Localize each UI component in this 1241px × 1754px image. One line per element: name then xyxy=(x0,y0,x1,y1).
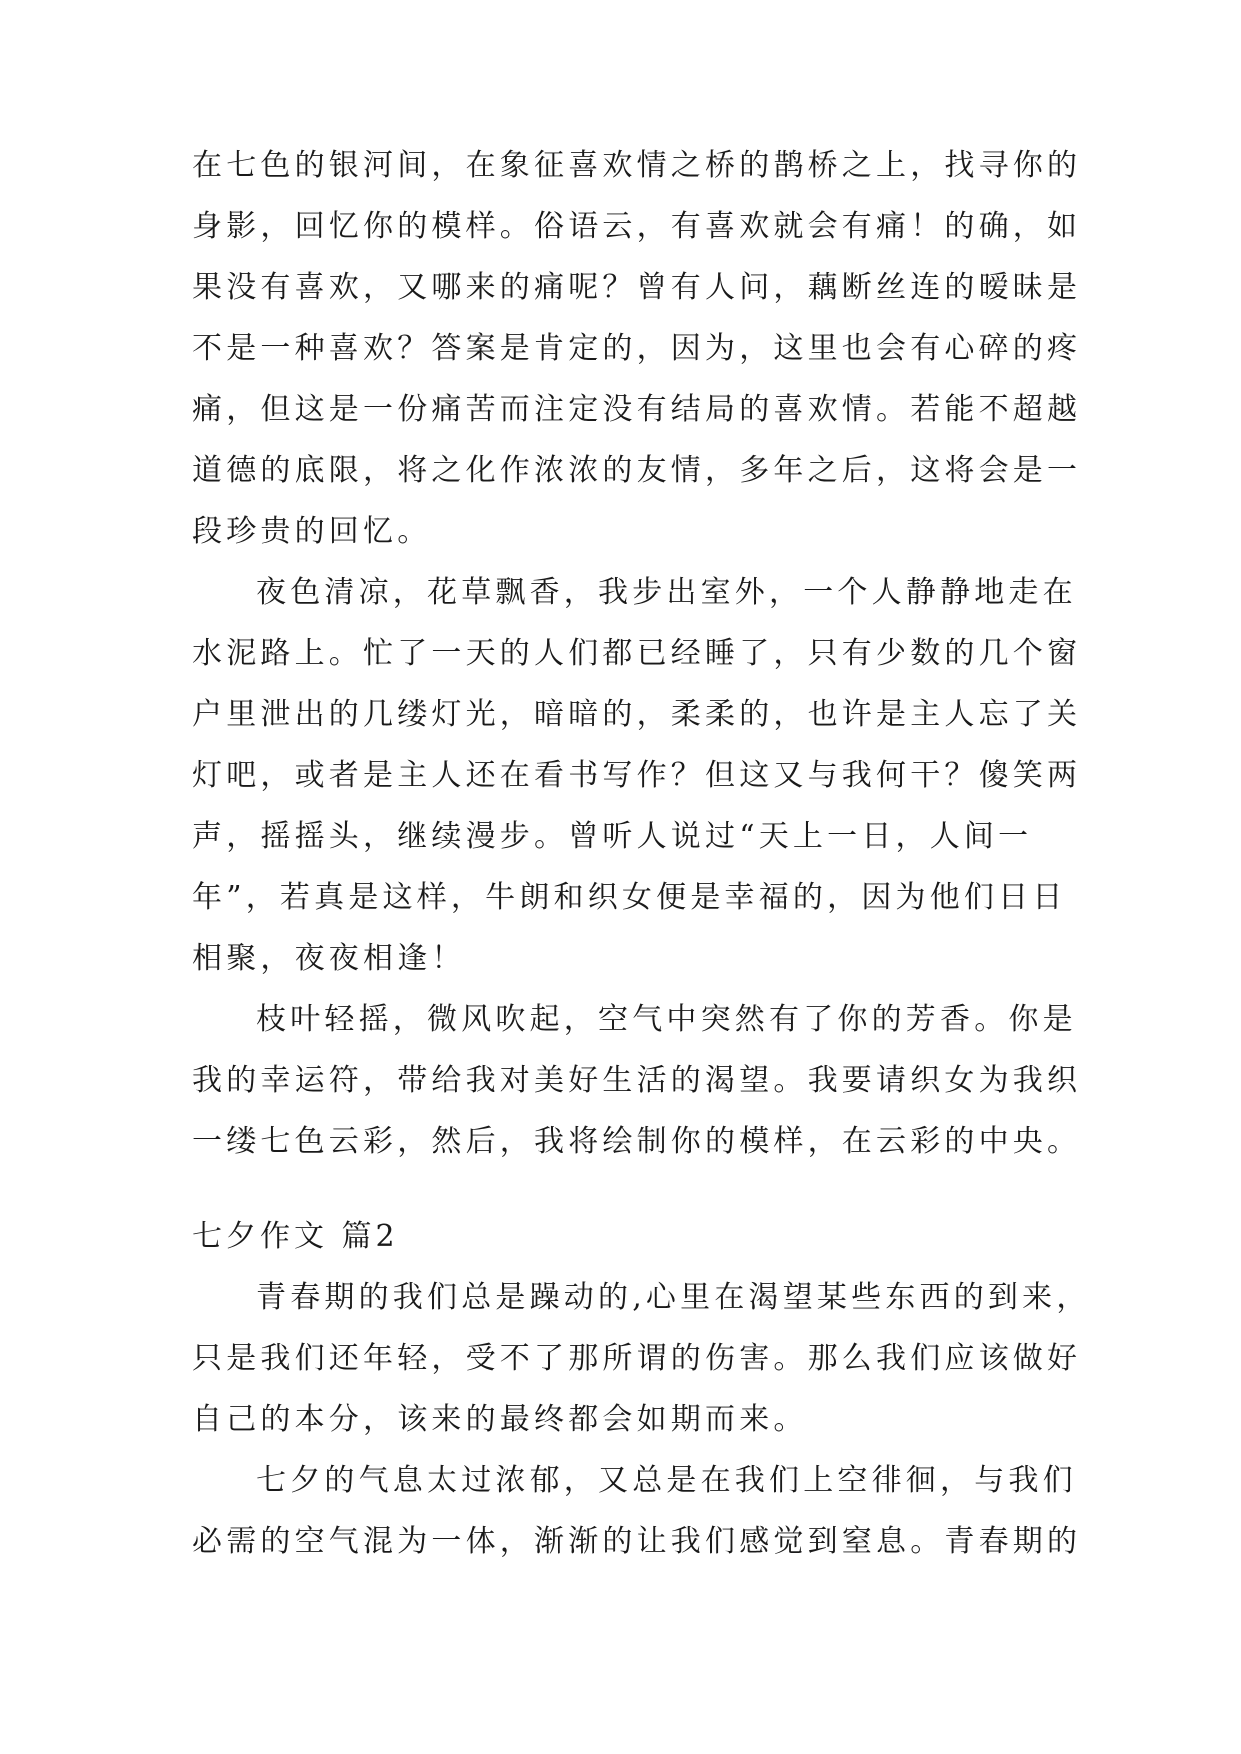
text-line: 我的幸运符，带给我对美好生活的渴望。我要请织女为我织 xyxy=(192,1063,1082,1098)
text-line: 身影，回忆你的模样。俗语云，有喜欢就会有痛！的确，如 xyxy=(192,209,1082,244)
text-line: 只是我们还年轻，受不了那所谓的伤害。那么我们应该做好 xyxy=(192,1341,1082,1376)
text-line: 痛，但这是一份痛苦而注定没有结局的喜欢情。若能不超越 xyxy=(192,392,1082,427)
paragraph-1 xyxy=(192,135,1082,562)
text-line: 在七色的银河间，在象征喜欢情之桥的鹊桥之上，找寻你的 xyxy=(192,148,1082,183)
text-line: 年”，若真是这样，牛朗和织女便是幸福的，因为他们日日 xyxy=(192,880,1067,915)
text-line: 夜色清凉，花草飘香，我步出室外，一个人静静地走在 xyxy=(256,575,1077,610)
paragraph-3 xyxy=(192,989,1082,1172)
paragraph-2 xyxy=(192,562,1082,989)
text-line: 段珍贵的回忆。 xyxy=(192,514,432,549)
text-line: 自己的本分，该来的最终都会如期而来。 xyxy=(192,1402,808,1437)
section-2 xyxy=(192,1206,1072,1267)
text-line: 枝叶轻摇，微风吹起，空气中突然有了你的芳香。你是 xyxy=(256,1002,1077,1037)
text-line: 道德的底限，将之化作浓浓的友情，多年之后，这将会是一 xyxy=(192,453,1082,488)
text-line: 必需的空气混为一体，渐渐的让我们感觉到窒息。青春期的 xyxy=(192,1524,1082,1559)
text-line: 灯吧，或者是主人还在看书写作？但这又与我何干？傻笑两 xyxy=(192,758,1082,793)
text-line: 一缕七色云彩，然后，我将绘制你的模样，在云彩的中央。 xyxy=(192,1124,1082,1159)
text-line: 不是一种喜欢？答案是肯定的，因为，这里也会有心碎的疼 xyxy=(192,331,1082,366)
text-line: 七夕的气息太过浓郁，又总是在我们上空徘徊，与我们 xyxy=(256,1463,1077,1498)
text-line: 相聚，夜夜相逢！ xyxy=(192,941,466,976)
section-heading: 七夕作文 篇2 xyxy=(192,1219,399,1254)
text-line: 水泥路上。忙了一天的人们都已经睡了，只有少数的几个窗 xyxy=(192,636,1082,671)
text-line: 户里泄出的几缕灯光，暗暗的，柔柔的，也许是主人忘了关 xyxy=(192,697,1082,732)
paragraph-4 xyxy=(192,1267,1091,1450)
text-line: 声，摇摇头，继续漫步。曾听人说过“天上一日，人间一 xyxy=(192,819,1033,854)
paragraph-5 xyxy=(192,1450,1082,1572)
text-line: 果没有喜欢，又哪来的痛呢？曾有人问，藕断丝连的暧昧是 xyxy=(192,270,1082,305)
text-line: 青春期的我们总是躁动的,心里在渴望某些东西的到来， xyxy=(256,1280,1091,1315)
